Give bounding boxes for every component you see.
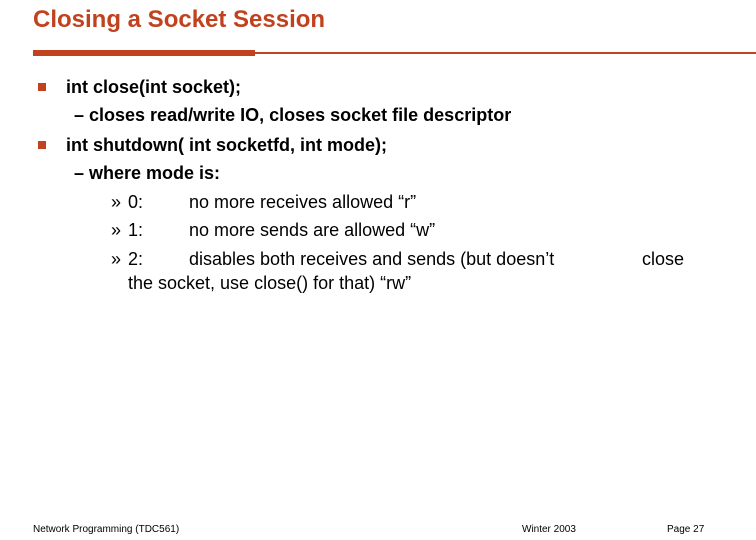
mode-description: no more receives allowed “r”: [189, 192, 417, 212]
mode-key: 2:: [128, 249, 144, 269]
mode-marker: »: [111, 220, 122, 240]
mode-key: 0:: [128, 192, 144, 212]
title-rule-accent: [33, 50, 255, 56]
sub-bullet-close-desc: – closes read/write IO, closes socket file descriptor: [74, 105, 512, 125]
footer-course: Network Programming (TDC561): [33, 524, 180, 535]
bullet-close: int close(int socket);: [66, 77, 242, 97]
footer-term: Winter 2003: [522, 524, 576, 535]
mode-description: no more sends are allowed “w”: [189, 220, 436, 240]
mode-description-continuation: the socket, use close() for that) “rw”: [128, 273, 412, 293]
bullet-square-icon: [38, 83, 46, 91]
mode-description: disables both receives and sends (but doesn’t: [189, 249, 555, 269]
footer-page-number: Page 27: [667, 524, 705, 535]
slide-title: Closing a Socket Session: [33, 6, 326, 33]
mode-marker: »: [111, 192, 122, 212]
mode-key: 1:: [128, 220, 144, 240]
mode-description-extra: close: [642, 249, 685, 269]
bullet-square-icon: [38, 141, 46, 149]
bullet-shutdown: int shutdown( int socketfd, int mode);: [66, 135, 387, 155]
sub-bullet-mode: – where mode is:: [74, 163, 221, 183]
mode-marker: »: [111, 249, 122, 269]
